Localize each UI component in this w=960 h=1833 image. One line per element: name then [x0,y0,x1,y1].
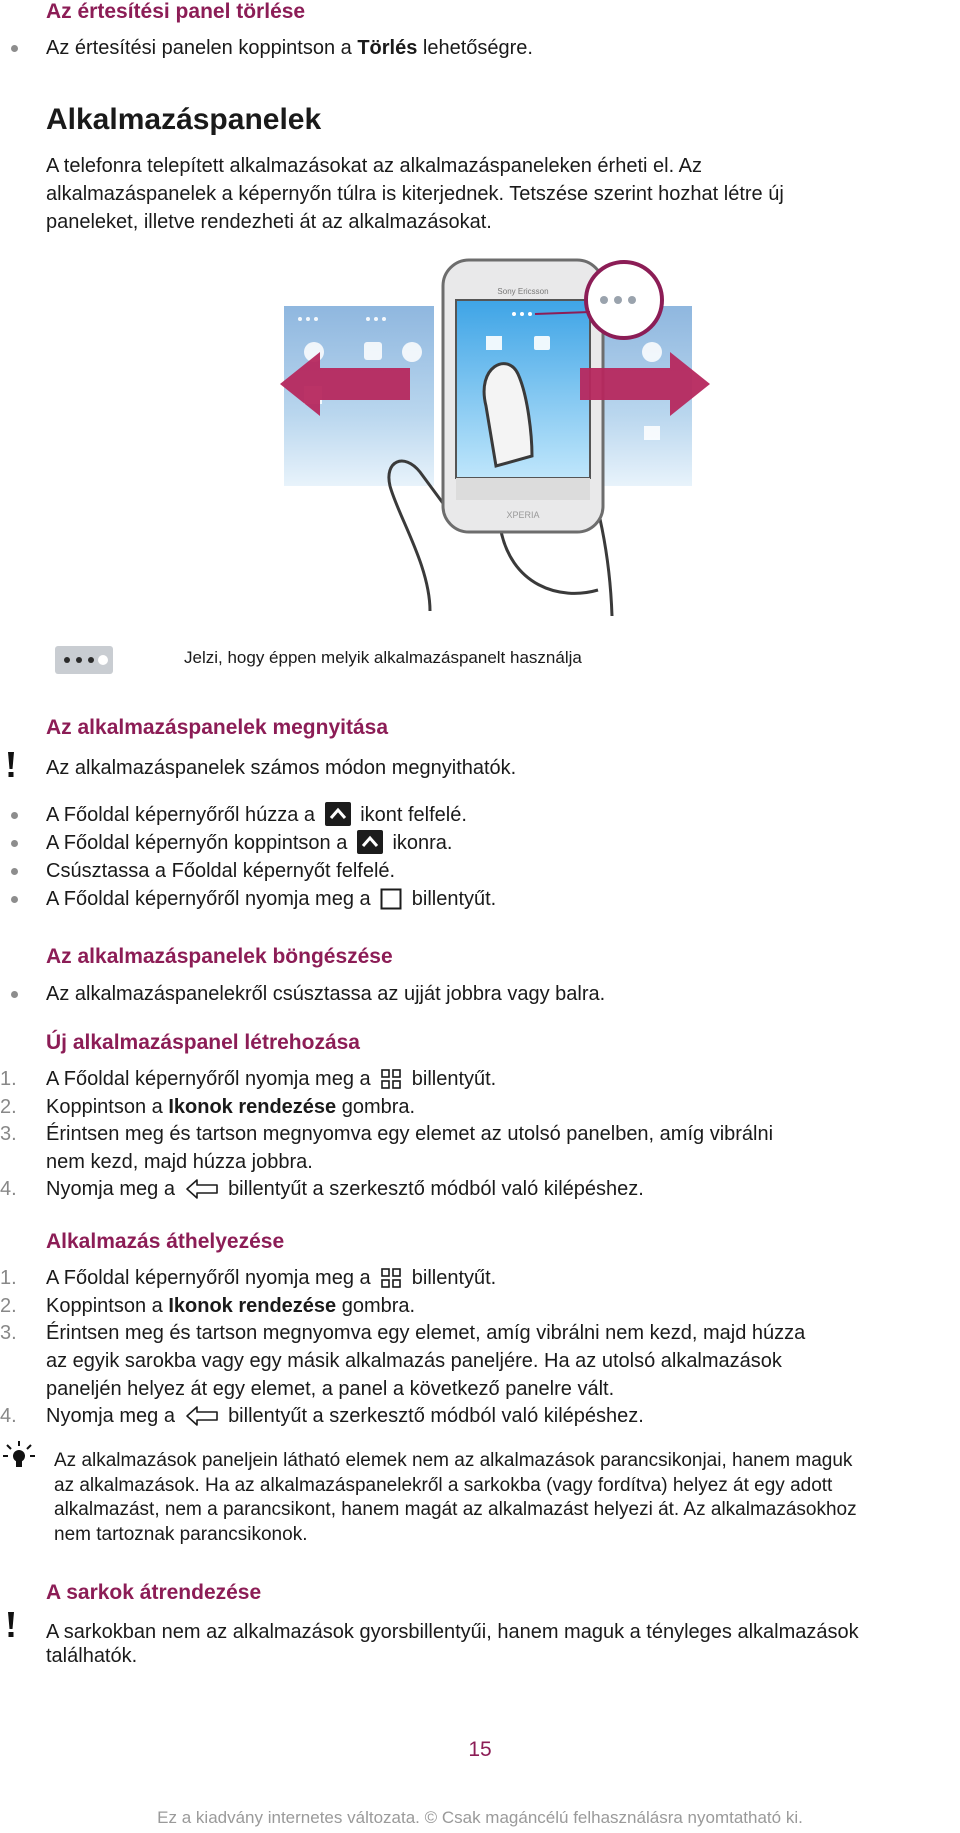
section-heading-move-app: Alkalmazás áthelyezése [46,1230,285,1253]
list-item: 1. A Főoldal képernyőről nyomja meg a billentyűt. [0,1267,497,1289]
bullet-icon [11,812,18,819]
section-heading-create-panel: Új alkalmazáspanel létrehozása [46,1031,360,1054]
bullet-icon [11,868,18,875]
page-number: 15 [468,1738,492,1761]
bullet-icon [11,991,18,998]
section-heading-rearrange-corners: A sarkok átrendezése [46,1581,262,1604]
list-item: 1. A Főoldal képernyőről nyomja meg a billentyűt. [0,1068,497,1090]
back-key-icon [185,1178,219,1200]
chevron-up-icon [357,830,383,854]
list-item: 2. Koppintson a Ikonok rendezése gombra. [0,1096,416,1118]
tip-text: Az alkalmazások paneljein látható elemek nem az alkalmazások parancsikonjai, hanem maguk az alkalmazások. Ha az alkalmazáspanelekről a sarkokba (vagy fordítva) helyez át egy adott alkalmazást, nem a parancsikont, hanem magát az alkalmazást helyezi át. Az alkalmazásokhoz nem tartoznak parancsikonok. [54,1450,857,1545]
section-heading-clear-notification: Az értesítési panel törlése [46,0,306,23]
list-item: A Főoldal képernyőről nyomja meg a billentyűt. [46,885,496,913]
list-item: Az alkalmazáspanelekről csúsztassa az ujját jobbra vagy balra. [46,980,605,1008]
menu-key-icon [380,1068,402,1090]
chevron-up-icon [325,802,351,826]
list-item: Az értesítési panelen koppintson a Törlés lehetőségre. [46,34,533,62]
caution-icon [6,1612,16,1638]
list-item: 3. Érintsen meg és tartson megnyomva egy elemet, amíg vibrálni nem kezd, majd húzza az egyik sarokba vagy egy másik alkalmazás paneljére. Ha az utolsó alkalmazások paneljén helyez át egy elemet, a panel a következő panelre vált. [0,1322,806,1400]
list-item: 4. Nyomja meg a billentyűt a szerkesztő módból való kilépéshez. [0,1405,644,1427]
footer-text: Ez a kiadvány internetes változata. © Csak magáncélú felhasználásra nyomtatható ki. [157,1808,803,1827]
intro-paragraph: A telefonra telepített alkalmazásokat az alkalmazáspaneleken érheti el. Az alkalmazáspanelek a képernyőn túlra is kiterjednek. Tetszése szerint hozhat létre új paneleket, illetve rendezheti át az alkalmazásokat. [46,155,784,233]
list-item: A Főoldal képernyőről húzza a ikont felfelé. [46,801,467,829]
bullet-icon [11,840,18,847]
phone-model-label: XPERIA [506,510,540,520]
list-item: Csúsztassa a Főoldal képernyőt felfelé. [46,857,395,885]
list-item: 4. Nyomja meg a billentyűt a szerkesztő módból való kilépéshez. [0,1178,644,1200]
section-heading-browse-panels: Az alkalmazáspanelek böngészése [46,945,393,968]
bullet-icon [11,45,18,52]
app-panels-illustration [280,256,710,618]
section-heading-open-panels: Az alkalmazáspanelek megnyitása [46,716,389,739]
indicator-caption: Jelzi, hogy éppen melyik alkalmazáspanelt használja [184,648,582,667]
phone-brand-label: Sony Ericsson [497,287,549,296]
list-item: 2. Koppintson a Ikonok rendezése gombra. [0,1295,416,1317]
list-item: 3. Érintsen meg és tartson megnyomva egy elemet az utolsó panelben, amíg vibrálni nem kezd, majd húzza jobbra. [0,1123,774,1173]
lightbulb-icon [2,1440,36,1470]
list-item: A Főoldal képernyőn koppintson a ikonra. [46,829,452,857]
menu-key-icon [380,1267,402,1289]
bullet-icon [11,896,18,903]
panel-indicator-icon [55,646,113,674]
caution-icon [6,752,16,778]
back-key-icon [185,1405,219,1427]
home-key-icon [380,888,402,910]
note-text: A sarkokban nem az alkalmazások gyorsbillentyűi, hanem maguk a tényleges alkalmazások találhatók. [46,1621,859,1667]
note-text: Az alkalmazáspanelek számos módon megnyithatók. [46,757,517,779]
page-title: Alkalmazáspanelek [46,103,322,136]
